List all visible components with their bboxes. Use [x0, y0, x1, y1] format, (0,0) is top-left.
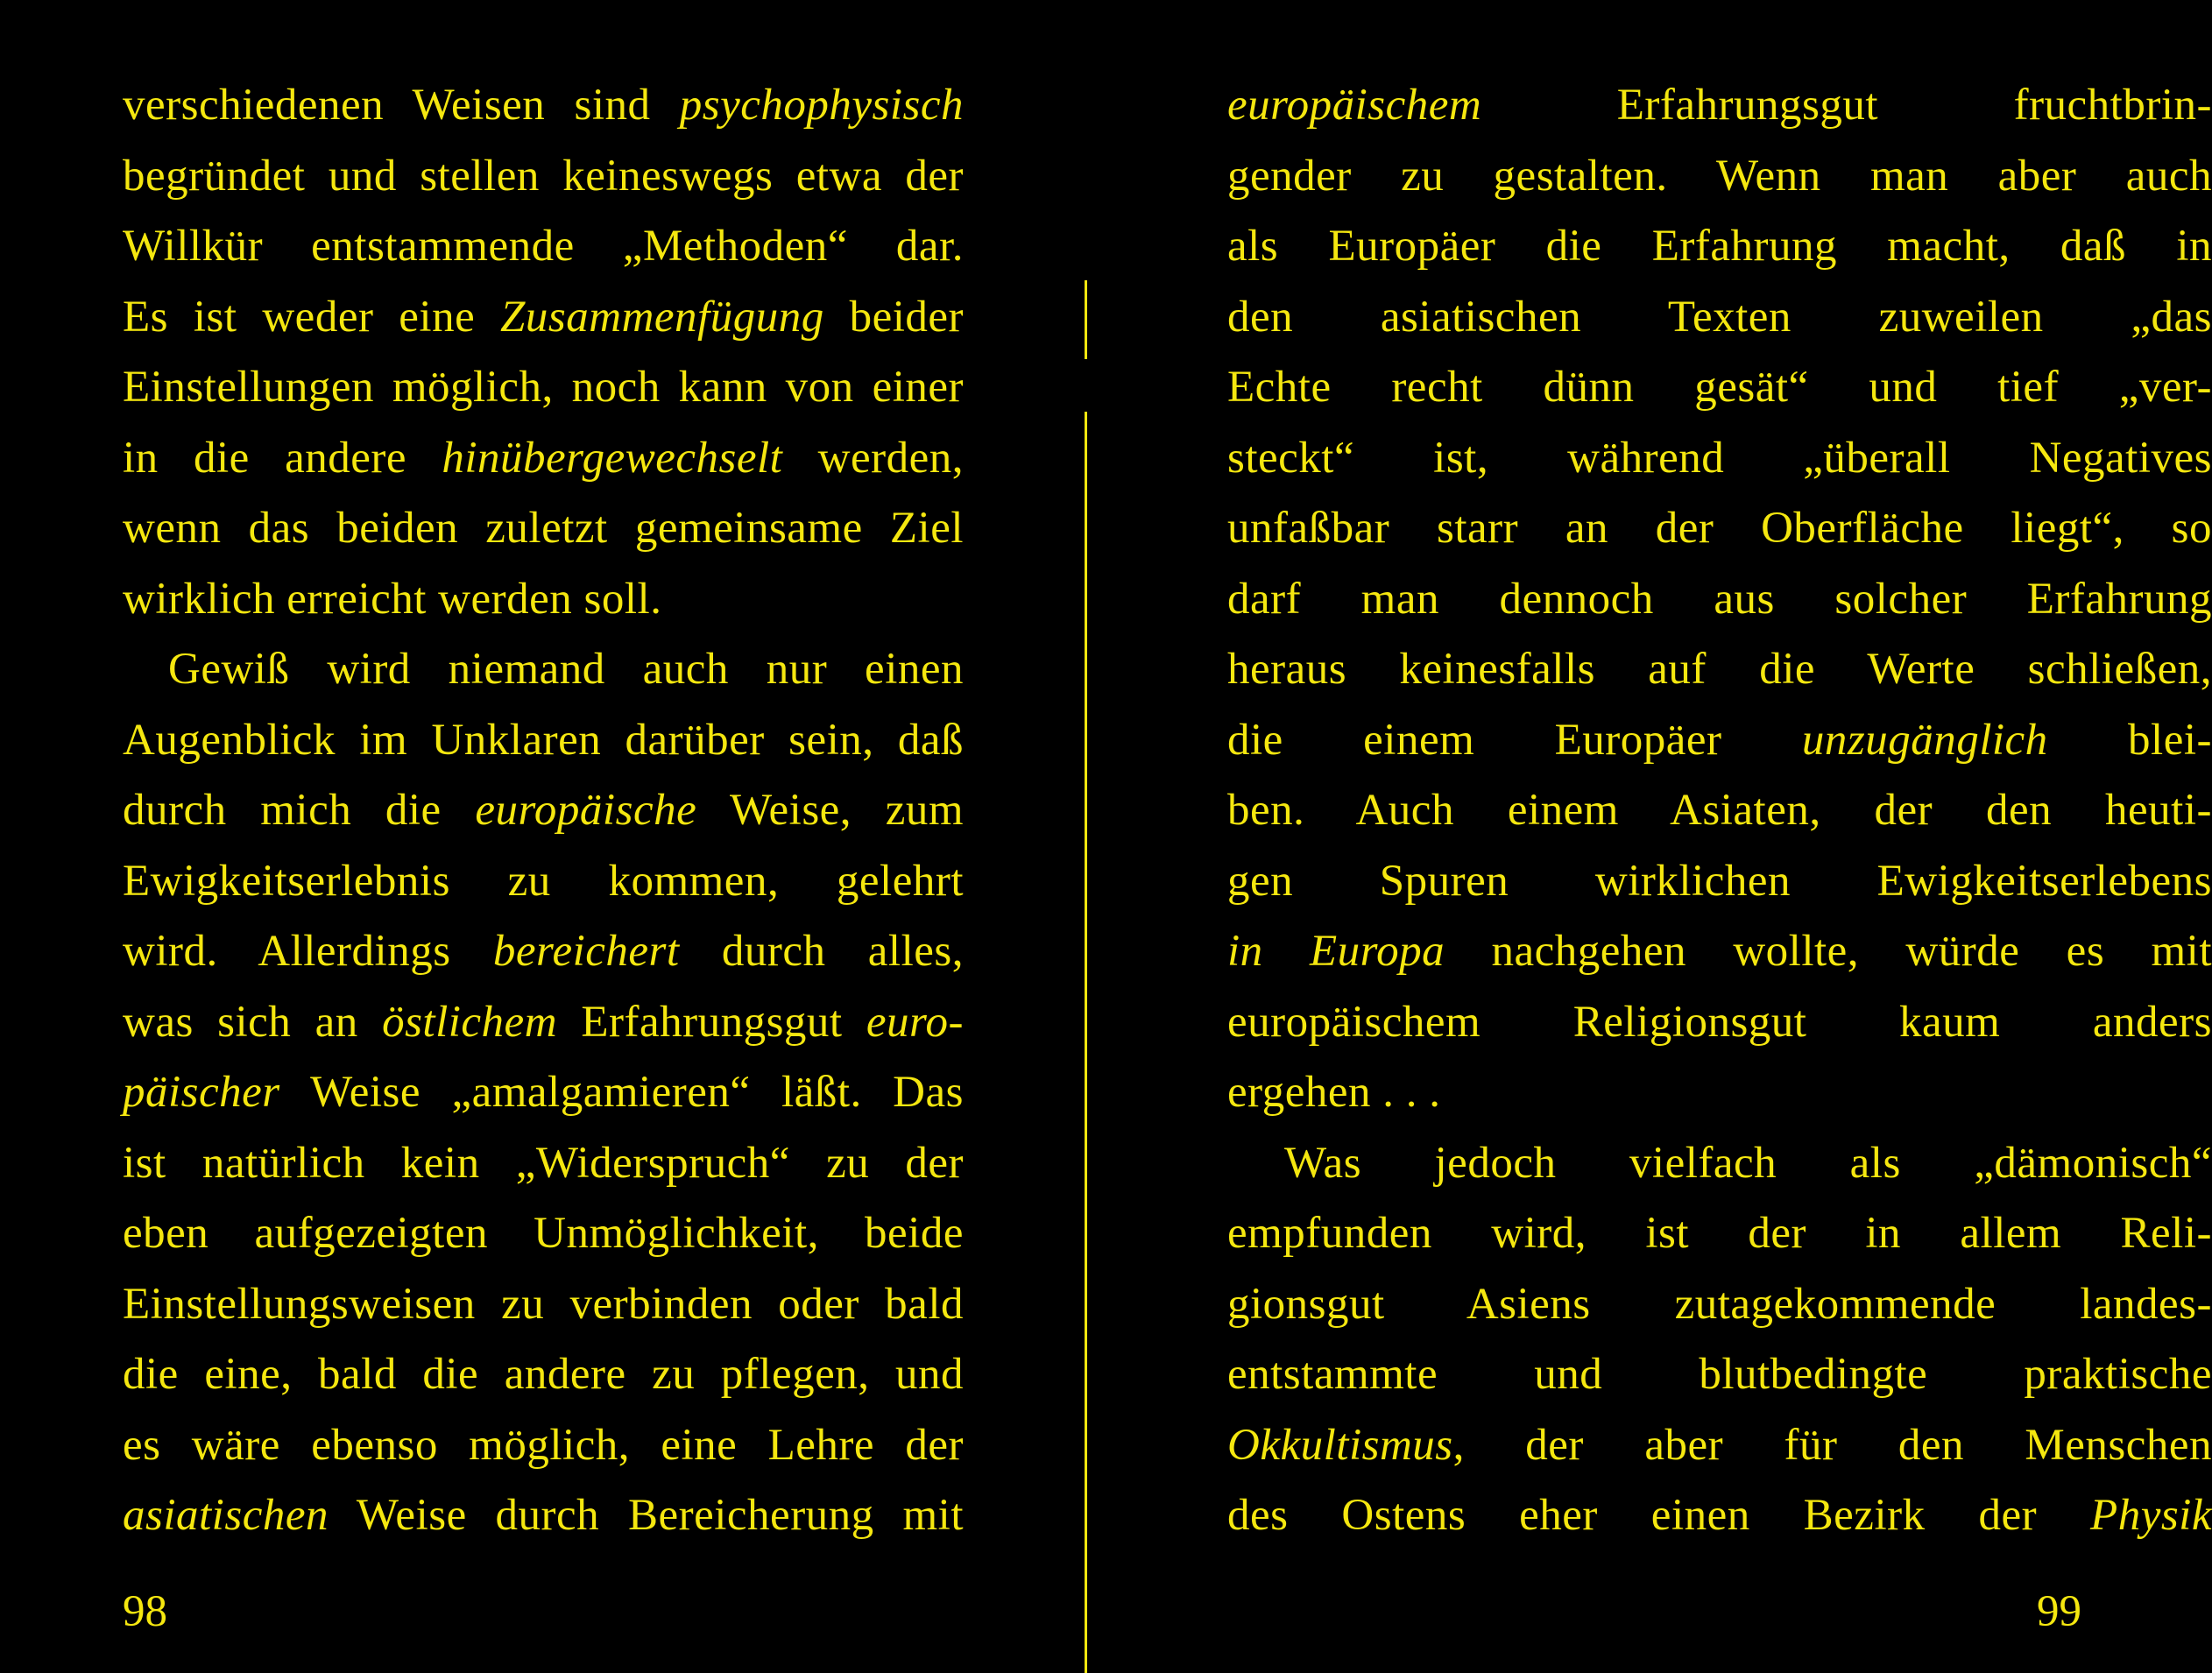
text-segment: Echte recht dünn gesät“ und tief „ver-	[1227, 363, 2212, 412]
text-segment: durch mich die	[123, 786, 476, 835]
text-segment: Erfahrungsgut fruchtbrin-	[1481, 81, 2212, 130]
italic-text: psychophysisch	[679, 81, 964, 130]
text-line	[123, 74, 964, 136]
italic-text: euro-	[866, 997, 964, 1047]
text-segment: Erfahrungsgut	[557, 997, 866, 1047]
text-segment: Gewiß wird niemand auch nur einen	[168, 645, 964, 694]
text-line	[1284, 1133, 2212, 1194]
italic-text: Zusammenfügung	[500, 292, 824, 342]
text-line	[1227, 1485, 2212, 1546]
text-segment: wird. Allerdings	[123, 927, 493, 976]
italic-text: europäische	[475, 786, 697, 835]
text-line	[1227, 427, 2212, 489]
text-line	[123, 427, 964, 489]
text-line	[123, 1344, 964, 1405]
text-segment: ergehen . . .	[1227, 1068, 1441, 1117]
text-line	[123, 356, 964, 418]
text-line	[123, 568, 964, 630]
text-segment: Weise „amalgamieren“ läßt. Das	[279, 1068, 964, 1117]
text-line	[1227, 851, 2212, 912]
text-line	[168, 639, 964, 700]
text-line	[123, 1415, 964, 1476]
left-page	[0, 0, 1082, 1673]
text-line	[1227, 215, 2212, 277]
text-line	[123, 498, 964, 559]
text-line	[1227, 1062, 2212, 1123]
text-line	[1227, 74, 2212, 136]
text-segment: unfaßbar starr an der Oberfläche liegt“, so	[1227, 504, 2212, 553]
text-segment: in die andere	[123, 433, 442, 483]
text-segment: blei-	[2047, 715, 2212, 765]
italic-text: Okkultismus	[1227, 1420, 1453, 1470]
italic-text: hinübergewechselt	[442, 433, 783, 483]
text-segment: des Ostens eher einen Bezirk der	[1227, 1491, 2091, 1540]
text-segment: Was jedoch vielfach als „dämonisch“	[1284, 1138, 2212, 1188]
italic-text: europäischem	[1227, 81, 1482, 130]
text-segment: beider	[823, 292, 964, 342]
text-line	[1227, 639, 2212, 700]
italic-text: asiatischen	[123, 1491, 329, 1540]
gutter-gap	[1085, 359, 1087, 412]
text-line	[1227, 356, 2212, 418]
text-segment: , der aber für den Menschen	[1452, 1420, 2212, 1470]
text-segment: Augenblick im Unklaren darüber sein, daß	[123, 715, 964, 765]
italic-text: bereichert	[492, 927, 680, 976]
text-segment: steckt“ ist, während „überall Negatives	[1227, 433, 2212, 483]
text-line	[1227, 1274, 2212, 1335]
text-segment: als Europäer die Erfahrung macht, daß in	[1227, 222, 2212, 271]
text-segment: die eine, bald die andere zu pflegen, und	[123, 1350, 964, 1399]
text-segment: empfunden wird, ist der in allem Reli-	[1227, 1209, 2212, 1258]
page-number-left: 98	[123, 1587, 167, 1636]
text-segment: Einstellungsweisen zu verbinden oder bald	[123, 1279, 964, 1329]
text-segment: heraus keinesfalls auf die Werte schließen,	[1227, 645, 2212, 694]
text-segment: die einem Europäer	[1227, 715, 1802, 765]
text-segment: darf man dennoch aus solcher Erfahrung	[1227, 574, 2212, 624]
text-segment: ist natürlich kein „Widerspruch“ zu der	[123, 1138, 964, 1188]
text-line	[123, 851, 964, 912]
text-line	[1227, 992, 2212, 1053]
text-line	[1227, 1203, 2212, 1264]
italic-text: in Europa	[1227, 927, 1445, 976]
text-line	[123, 921, 964, 982]
text-segment: gionsgut Asiens zutagekommende landes-	[1227, 1279, 2212, 1329]
text-segment: europäischem Religionsgut kaum anders	[1227, 997, 2212, 1047]
text-line	[1227, 286, 2212, 348]
text-segment: Ewigkeitserlebnis zu kommen, gelehrt	[123, 856, 964, 906]
text-line	[123, 992, 964, 1053]
italic-text: unzugänglich	[1801, 715, 2048, 765]
text-segment: den asiatischen Texten zuweilen „das	[1227, 292, 2212, 342]
text-segment: Weise, zum	[696, 786, 964, 835]
text-line	[123, 1203, 964, 1264]
text-segment: Einstellungen möglich, noch kann von einer	[123, 363, 964, 412]
text-segment: Es ist weder eine	[123, 292, 501, 342]
text-line	[123, 1485, 964, 1546]
text-line	[123, 780, 964, 841]
italic-text: östlichem	[382, 997, 558, 1047]
text-segment: werden,	[782, 433, 964, 483]
text-segment: begründet und stellen keineswegs etwa der	[123, 151, 964, 201]
text-line	[123, 1062, 964, 1123]
text-segment: was sich an	[123, 997, 383, 1047]
right-page	[1099, 0, 2212, 1673]
text-line	[123, 145, 964, 207]
text-line	[123, 286, 964, 348]
text-segment: gender zu gestalten. Wenn man aber auch	[1227, 151, 2212, 201]
text-line	[1227, 1344, 2212, 1405]
italic-text: päischer	[123, 1068, 280, 1117]
page-number-right: 99	[2037, 1587, 2081, 1636]
text-line	[1227, 709, 2212, 771]
text-segment: nachgehen wollte, würde es mit	[1445, 927, 2212, 976]
text-segment: es wäre ebenso möglich, eine Lehre der	[123, 1420, 964, 1470]
text-line	[123, 215, 964, 277]
text-segment: verschiedenen Weisen sind	[123, 81, 680, 130]
text-segment: entstammte und blutbedingte praktische	[1227, 1350, 2212, 1399]
italic-text: Physik	[2090, 1491, 2212, 1540]
text-segment: ben. Auch einem Asiaten, der den heuti-	[1227, 786, 2212, 835]
text-line	[1227, 780, 2212, 841]
book-gutter	[1085, 280, 1087, 1673]
text-line	[1227, 1415, 2212, 1476]
text-line	[1227, 498, 2212, 559]
text-segment: wirklich erreicht werden soll.	[123, 574, 662, 624]
text-line	[1227, 145, 2212, 207]
text-segment: Willkür entstammende „Methoden“ dar.	[123, 222, 964, 271]
text-segment: Weise durch Bereicherung mit	[328, 1491, 964, 1540]
text-line	[123, 1133, 964, 1194]
text-line	[1227, 568, 2212, 630]
text-line	[123, 1274, 964, 1335]
text-line	[1227, 921, 2212, 982]
text-segment: gen Spuren wirklichen Ewigkeitserlebens	[1227, 856, 2212, 906]
text-line	[123, 709, 964, 771]
text-segment: wenn das beiden zuletzt gemeinsame Ziel	[123, 504, 964, 553]
text-segment: eben aufgezeigten Unmöglichkeit, beide	[123, 1209, 964, 1258]
text-segment: durch alles,	[679, 927, 964, 976]
